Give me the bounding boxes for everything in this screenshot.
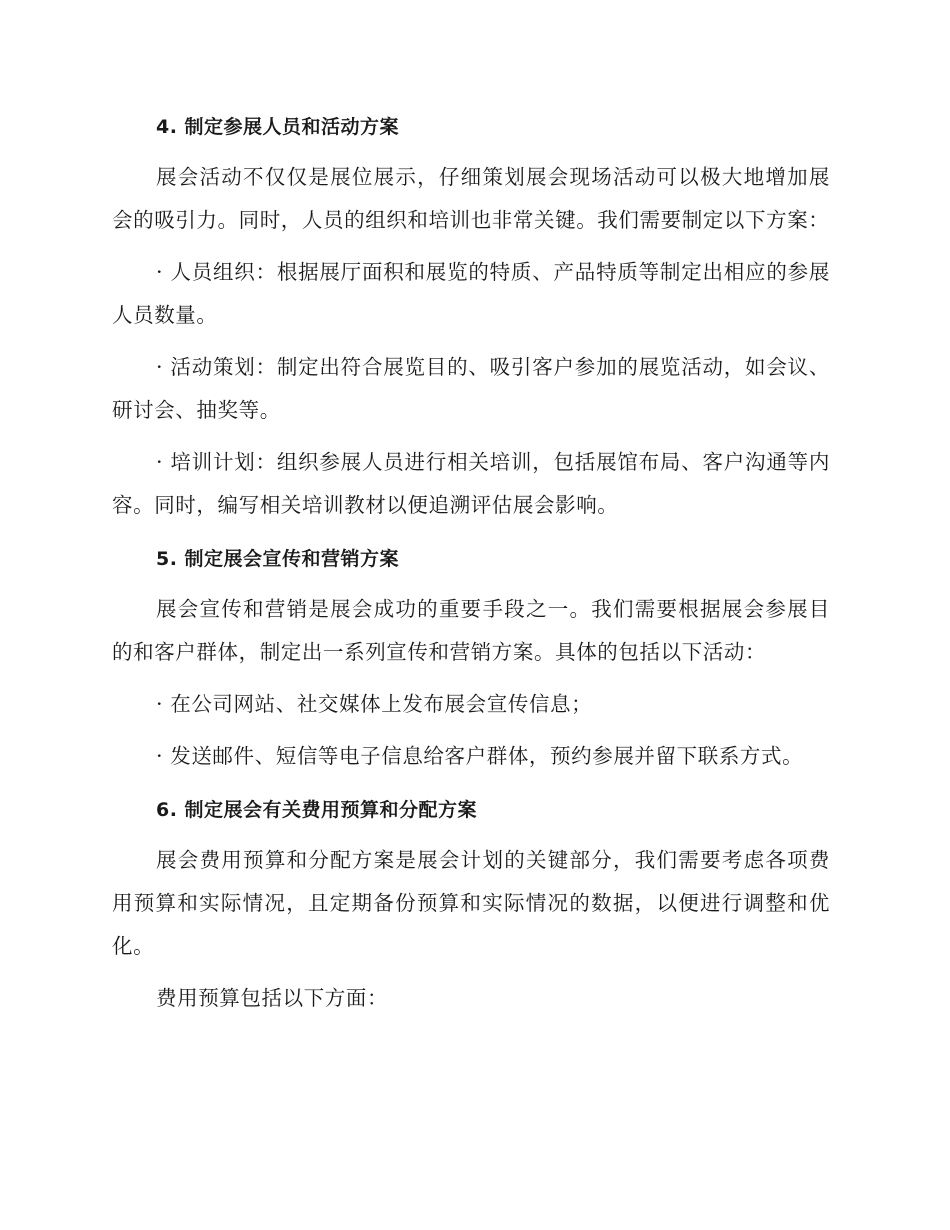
bullet-item: · 发送邮件、短信等电子信息给客户群体，预约参展并留下联系方式。 (156, 744, 804, 768)
bullet-item: · 在公司网站、社交媒体上发布展会宣传信息； (156, 692, 593, 716)
paragraph: 展会费用预算和分配方案是展会计划的关键部分，我们需要考虑各项费用预算和实际情况，且定期备份预算和实际情况的数据，以便进行调整和优化。 (112, 848, 830, 958)
section-heading: 4. 制定参展人员和活动方案 (156, 116, 400, 138)
bullet-item: · 培训计划：组织参展人员进行相关培训，包括展馆布局、客户沟通等内容。同时，编写相关培训教材以便追溯评估展会影响。 (112, 450, 830, 517)
bullet-item: · 人员组织：根据展厅面积和展览的特质、产品特质等制定出相应的参展人员数量。 (112, 260, 830, 327)
bullet-item: · 活动策划：制定出符合展览目的、吸引客户参加的展览活动，如会议、研讨会、抽奖等。 (112, 355, 830, 422)
paragraph: 展会宣传和营销是展会成功的重要手段之一。我们需要根据展会参展目的和客户群体，制定出一系列宣传和营销方案。具体的包括以下活动： (112, 597, 830, 664)
paragraph: 展会活动不仅仅是展位展示，仔细策划展会现场活动可以极大地增加展会的吸引力。同时，人员的组织和培训也非常关键。我们需要制定以下方案： (112, 165, 830, 232)
section-heading: 6. 制定展会有关费用预算和分配方案 (156, 799, 478, 821)
paragraph: 费用预算包括以下方面： (156, 986, 389, 1010)
section-heading: 5. 制定展会宣传和营销方案 (156, 548, 400, 570)
document-page (112, 104, 830, 1029)
